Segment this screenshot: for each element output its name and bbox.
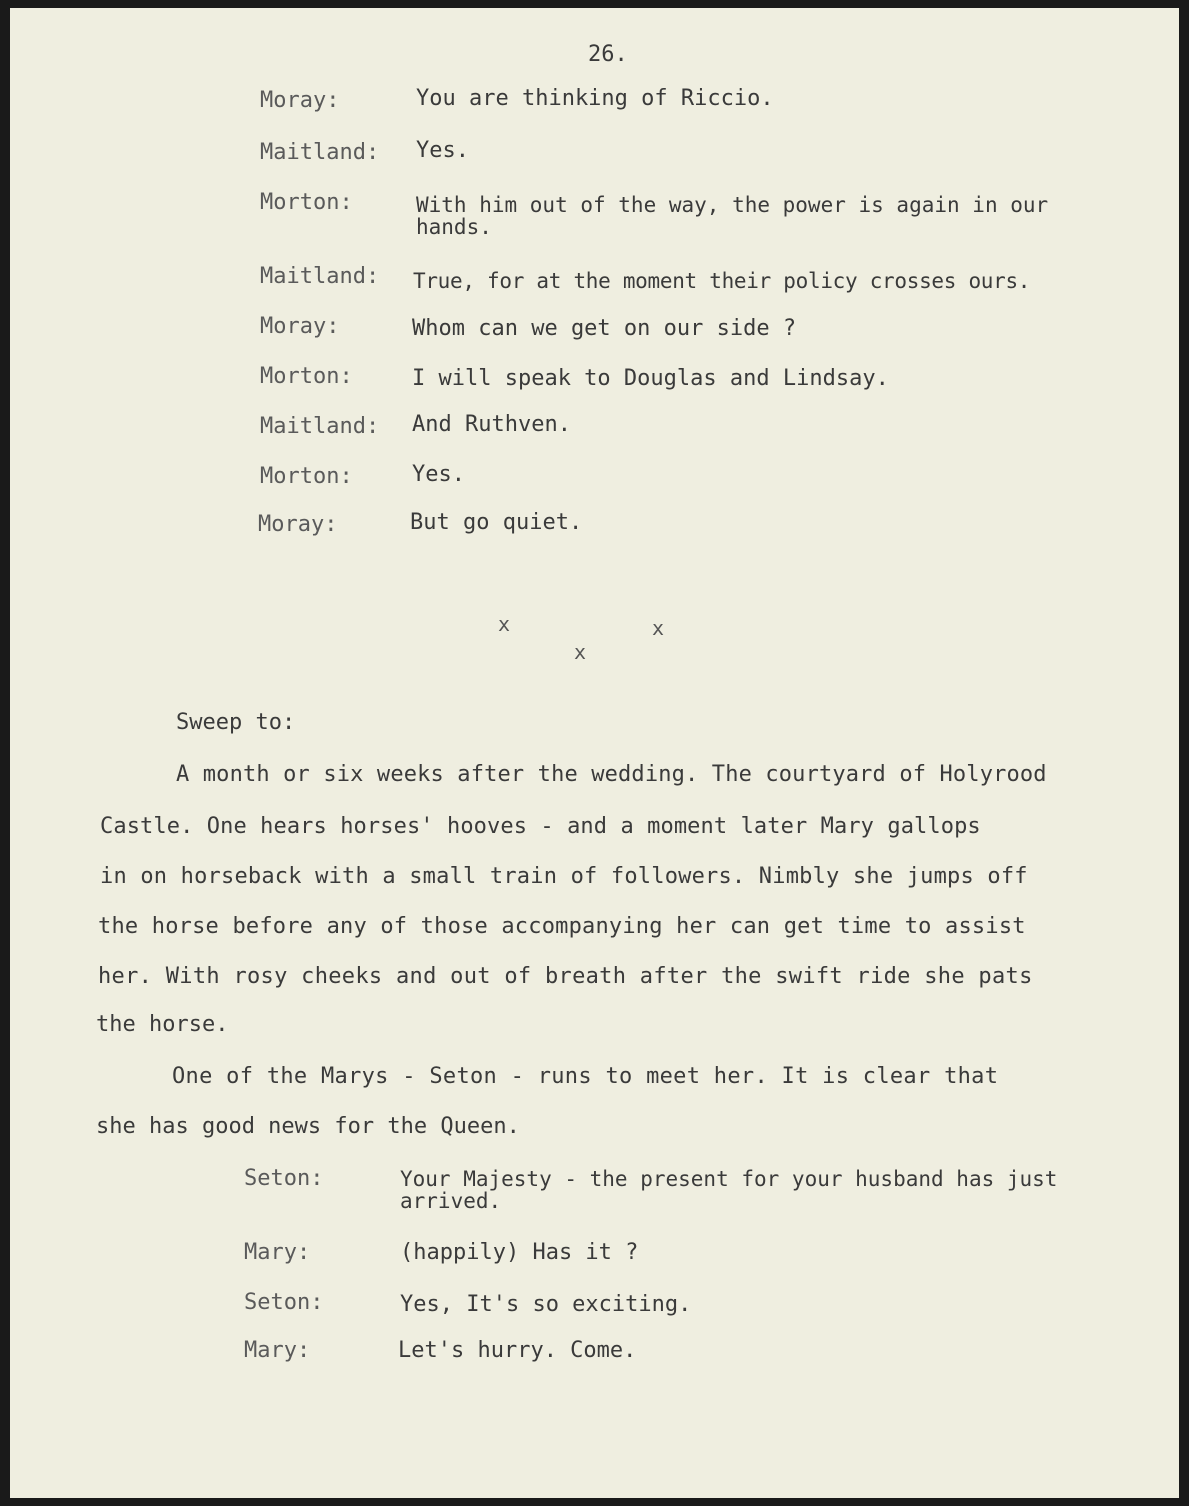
paragraph-line: the horse. (96, 1012, 229, 1037)
paragraph-line: her. With rosy cheeks and out of breath after the swift ride she pats (98, 964, 1033, 989)
speaker-label: Morton: (260, 364, 353, 389)
dialogue-line: Yes. (412, 462, 465, 487)
page-number: 26. (588, 42, 628, 67)
speaker-label: Maitland: (260, 264, 380, 289)
speaker-label: Moray: (258, 512, 338, 537)
speaker-label: Moray: (260, 314, 340, 339)
dialogue-line: (happily) Has it ? (400, 1240, 639, 1265)
dialogue-line: True, for at the moment their policy crosses ours. (413, 269, 1031, 293)
dialogue-line: And Ruthven. (412, 412, 571, 437)
paragraph-line: she has good news for the Queen. (96, 1114, 520, 1139)
speaker-label: Maitland: (260, 414, 380, 439)
dialogue-line: Yes. (416, 138, 469, 163)
speaker-label: Maitland: (260, 140, 380, 165)
separator-mark: x (574, 640, 587, 664)
paragraph-line: Castle. One hears horses' hooves - and a moment later Mary gallops (100, 814, 981, 839)
paragraph-line: the horse before any of those accompanying her can get time to assist (98, 914, 1026, 939)
dialogue-line: With him out of the way, the power is again in our hands. (416, 193, 1049, 239)
dialogue-line: Let's hurry. Come. (398, 1338, 637, 1363)
speaker-label: Seton: (244, 1290, 324, 1315)
dialogue-line: Whom can we get on our side ? (412, 316, 797, 341)
speaker-label: Mary: (244, 1240, 311, 1265)
paragraph-line: A month or six weeks after the wedding. The courtyard of Holyrood (176, 762, 1047, 787)
dialogue-line: Your Majesty - the present for your husband has just arrived. (400, 1167, 1058, 1213)
speaker-label: Seton: (244, 1166, 324, 1191)
dialogue-line: You are thinking of Riccio. (416, 86, 774, 111)
typescript-page (10, 8, 1179, 1498)
speaker-label: Morton: (260, 190, 353, 215)
separator-mark: x (652, 616, 665, 640)
dialogue-line: I will speak to Douglas and Lindsay. (412, 366, 889, 391)
paragraph-line: in on horseback with a small train of followers. Nimbly she jumps off (100, 864, 1028, 889)
paragraph-line: One of the Marys - Seton - runs to meet her. It is clear that (172, 1064, 999, 1089)
dialogue-line: But go quiet. (410, 510, 583, 535)
dialogue-line: Yes, It's so exciting. (400, 1292, 692, 1317)
scene-heading: Sweep to: (176, 710, 296, 735)
speaker-label: Morton: (260, 464, 353, 489)
speaker-label: Moray: (260, 88, 340, 113)
separator-mark: x (498, 612, 511, 636)
speaker-label: Mary: (244, 1338, 311, 1363)
